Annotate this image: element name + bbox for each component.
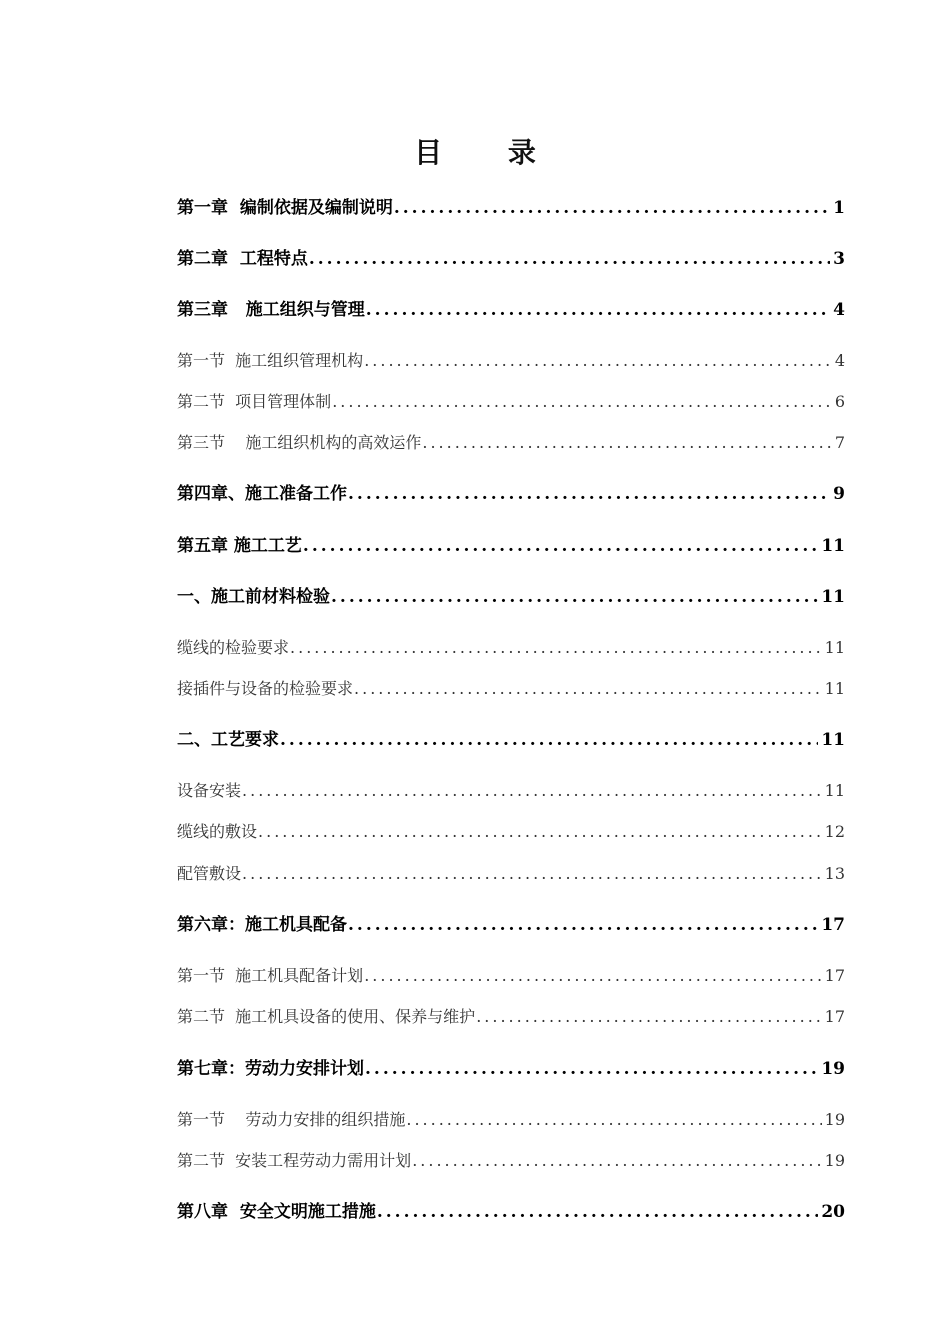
toc-entry-text: 二、工艺要求 (177, 730, 279, 750)
toc-page-number: 11 (824, 781, 845, 800)
toc-entry-text: 接插件与设备的检验要求 (177, 679, 354, 698)
dot-leader (364, 964, 821, 988)
toc-page-number: 1 (833, 198, 845, 218)
dot-leader (242, 862, 822, 886)
toc-entry-text: 第五章 施工工艺 (177, 536, 302, 556)
toc-page-number: 4 (834, 351, 845, 370)
toc-page-number: 17 (824, 1007, 845, 1026)
toc-entry[interactable] (177, 677, 845, 701)
toc-page-number: 17 (824, 966, 845, 985)
dot-leader (309, 247, 830, 271)
dot-leader (422, 431, 831, 455)
toc-entry-text: 第二节 安装工程劳动力需用计划 (177, 1151, 412, 1170)
toc-entry-text: 第一章 编制依据及编制说明 (177, 198, 393, 218)
dot-leader (242, 779, 822, 803)
toc-page-number: 11 (821, 587, 845, 607)
toc-page-number: 11 (821, 536, 845, 556)
toc-page-number: 19 (824, 1151, 845, 1170)
toc-entry[interactable] (177, 431, 845, 455)
dot-leader (303, 534, 818, 558)
toc-entry[interactable] (177, 964, 845, 988)
toc-entry-text: 第三章 施工组织与管理 (177, 300, 365, 320)
dot-leader (290, 636, 822, 660)
toc-page-number: 11 (824, 679, 845, 698)
toc-page-number: 19 (824, 1110, 845, 1129)
toc-entry[interactable] (177, 862, 845, 886)
toc-entry[interactable] (177, 585, 845, 609)
toc-entry[interactable] (177, 390, 845, 414)
toc-page-number: 11 (821, 730, 845, 750)
dot-leader (354, 677, 822, 701)
dot-leader (366, 298, 830, 322)
toc-entry-text: 第三节 施工组织机构的高效运作 (177, 433, 422, 452)
toc-entry-text: 第二节 施工机具设备的使用、保养与维护 (177, 1007, 476, 1026)
toc-entry[interactable] (177, 1057, 845, 1081)
toc-entry-text: 第一节 施工机具配备计划 (177, 966, 364, 985)
toc-entry[interactable] (177, 728, 845, 752)
toc-entry[interactable] (177, 913, 845, 937)
toc-entry[interactable] (177, 534, 845, 558)
dot-leader (331, 585, 818, 609)
toc-entry[interactable] (177, 196, 845, 220)
toc-entry[interactable] (177, 1200, 845, 1224)
toc-entry-text: 第二节 项目管理体制 (177, 392, 332, 411)
toc-entry-text: 一、施工前材料检验 (177, 587, 330, 607)
dot-leader (394, 196, 830, 220)
toc-entry-text: 第八章 安全文明施工措施 (177, 1202, 376, 1222)
toc-entry-text: 第四章、施工准备工作 (177, 484, 347, 504)
toc-page-number: 11 (824, 638, 845, 657)
toc-entry[interactable] (177, 349, 845, 373)
toc-page-number: 7 (834, 433, 845, 452)
toc-page-number: 4 (833, 300, 845, 320)
dot-leader (258, 820, 822, 844)
toc-page-number: 12 (824, 822, 845, 841)
toc-entry-text: 第二章 工程特点 (177, 249, 308, 269)
dot-leader (348, 482, 830, 506)
toc-entry[interactable] (177, 1108, 845, 1132)
toc-entry[interactable] (177, 1005, 845, 1029)
dot-leader (348, 913, 818, 937)
toc-title: 目 录 (414, 136, 564, 169)
dot-leader (364, 349, 832, 373)
dot-leader (476, 1005, 821, 1029)
toc-entry[interactable] (177, 482, 845, 506)
toc-entry[interactable] (177, 779, 845, 803)
toc-page-number: 20 (821, 1202, 845, 1222)
toc-entry-text: 第六章：施工机具配备 (177, 915, 347, 935)
dot-leader (365, 1057, 818, 1081)
toc-entry-text: 设备安装 (177, 781, 242, 800)
toc-page-number: 17 (821, 915, 845, 935)
toc-entry-text: 第一节 劳动力安排的组织措施 (177, 1110, 406, 1129)
toc-entry[interactable] (177, 636, 845, 660)
toc-page-number: 13 (824, 864, 845, 883)
dot-leader (280, 728, 818, 752)
toc-page-number: 3 (833, 249, 845, 269)
dot-leader (406, 1108, 821, 1132)
toc-page-number: 9 (833, 484, 845, 504)
toc-entry-text: 缆线的检验要求 (177, 638, 290, 657)
toc-entry[interactable] (177, 247, 845, 271)
toc-entry-text: 配管敷设 (177, 864, 242, 883)
toc-entry-text: 第一节 施工组织管理机构 (177, 351, 364, 370)
toc-page-number: 19 (821, 1059, 845, 1079)
dot-leader (377, 1200, 818, 1224)
toc-page-number: 6 (834, 392, 845, 411)
dot-leader (332, 390, 832, 414)
toc-entry[interactable] (177, 298, 845, 322)
toc-entry-text: 第七章：劳动力安排计划 (177, 1059, 364, 1079)
toc-entry[interactable] (177, 1149, 845, 1173)
toc-entry[interactable] (177, 820, 845, 844)
dot-leader (412, 1149, 821, 1173)
toc-entry-text: 缆线的敷设 (177, 822, 258, 841)
